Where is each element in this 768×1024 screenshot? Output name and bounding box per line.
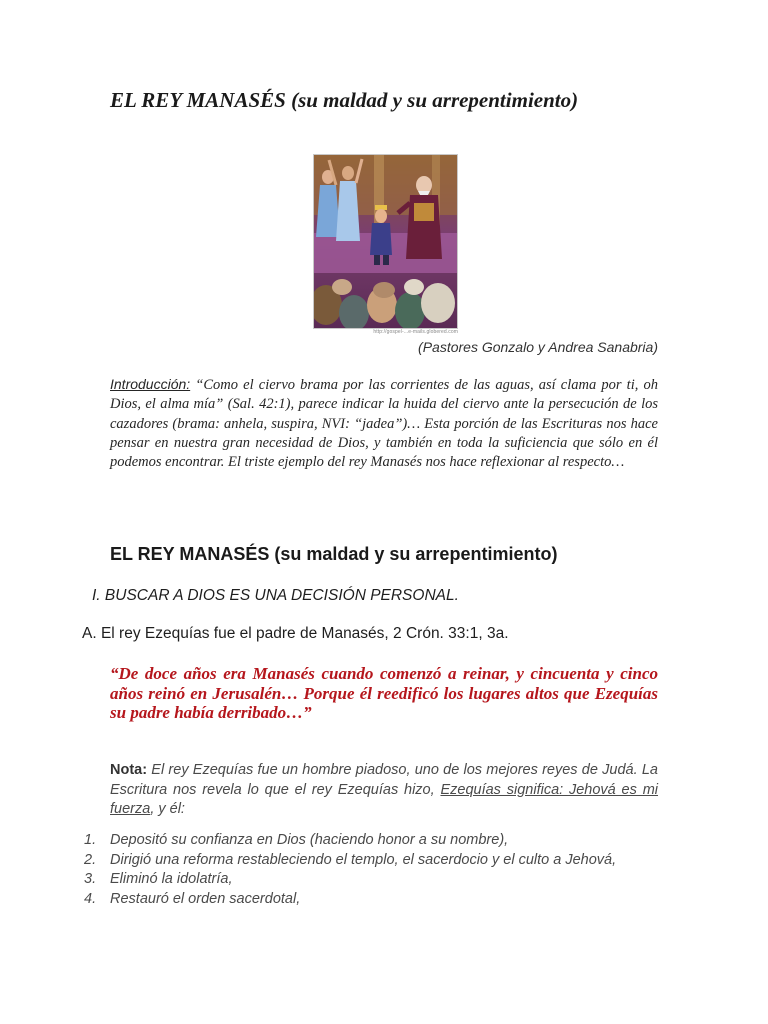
- illustration-drawing: [314, 155, 457, 328]
- list-item-number: 1.: [84, 832, 97, 848]
- ezequias-deeds-list: [84, 831, 658, 909]
- list-item-text: Dirigió una reforma restableciendo el templo, el sacerdocio y el culto a Jehová,: [110, 851, 617, 868]
- introduction-quote: “Como el ciervo brama por las corrientes de las aguas, así clama por ti, oh Dios, el alma mía”: [110, 377, 658, 413]
- section-heading: EL REY MANASÉS (su maldad y su arrepentimiento): [110, 544, 558, 564]
- list-item-number: 4.: [84, 890, 97, 907]
- list-item-number: 3.: [84, 871, 97, 887]
- list-item-number: 2.: [84, 851, 97, 868]
- list-item-text: Eliminó la idolatría,: [110, 871, 233, 887]
- document-title: EL REY MANASÉS (su maldad y su arrepentimiento): [110, 88, 579, 112]
- scripture-quote: “De doce años era Manasés cuando comenzó a reinar, y cincuenta y cinco años reinó en Jerusalén… Porque él reedificó los lugares altos que Ezequías su padre había derribado…”: [110, 664, 658, 722]
- note-label: Nota:: [110, 762, 148, 778]
- authors-line: (Pastores Gonzalo y Andrea Sanabria): [418, 339, 658, 355]
- list-item: [84, 890, 658, 910]
- list-item: [84, 870, 658, 890]
- note-text-2: , y él:: [150, 801, 185, 817]
- note-underlined-text: Ezequías significa: Jehová es mi fuerza: [110, 781, 658, 817]
- note-paragraph: [110, 761, 658, 820]
- subpoint-a-heading: A. El rey Ezequías fue el padre de Manasés, 2 Crón. 33:1, 3a.: [82, 625, 509, 642]
- introduction-text: (Sal. 42:1), parece indicar la huida del ciervo ante la persecución de los cazadores (brama: anhela, suspira, NVI: “jadea”)… Esta porción de las Escrituras nos hace pensar en nuestra gran necesidad de Dios, y también en toda la suficiencia que sólo en él podemos encontrar. El triste ejemplo del rey Manasés nos hace reflexionar al respecto…: [110, 396, 658, 471]
- point-i-heading: I. BUSCAR A DIOS ES UNA DECISIÓN PERSONAL.: [92, 587, 459, 604]
- image-credit-url: http://gospel-...e-mails.globered.com: [373, 329, 458, 335]
- illustration-king-manasseh: [313, 154, 458, 329]
- introduction-label: Introducción:: [110, 376, 191, 392]
- list-item-text: Depositó su confianza en Dios (haciendo honor a su nombre),: [110, 832, 509, 848]
- note-text-1: El rey Ezequías fue un hombre piadoso, uno de los mejores reyes de Judá. La Escritura nos revela lo que el rey Ezequías hizo,: [110, 762, 658, 798]
- list-item: [84, 831, 658, 851]
- list-item: [84, 851, 658, 871]
- introduction-paragraph: [110, 375, 658, 472]
- list-item-text: Restauró el orden sacerdotal,: [110, 890, 301, 907]
